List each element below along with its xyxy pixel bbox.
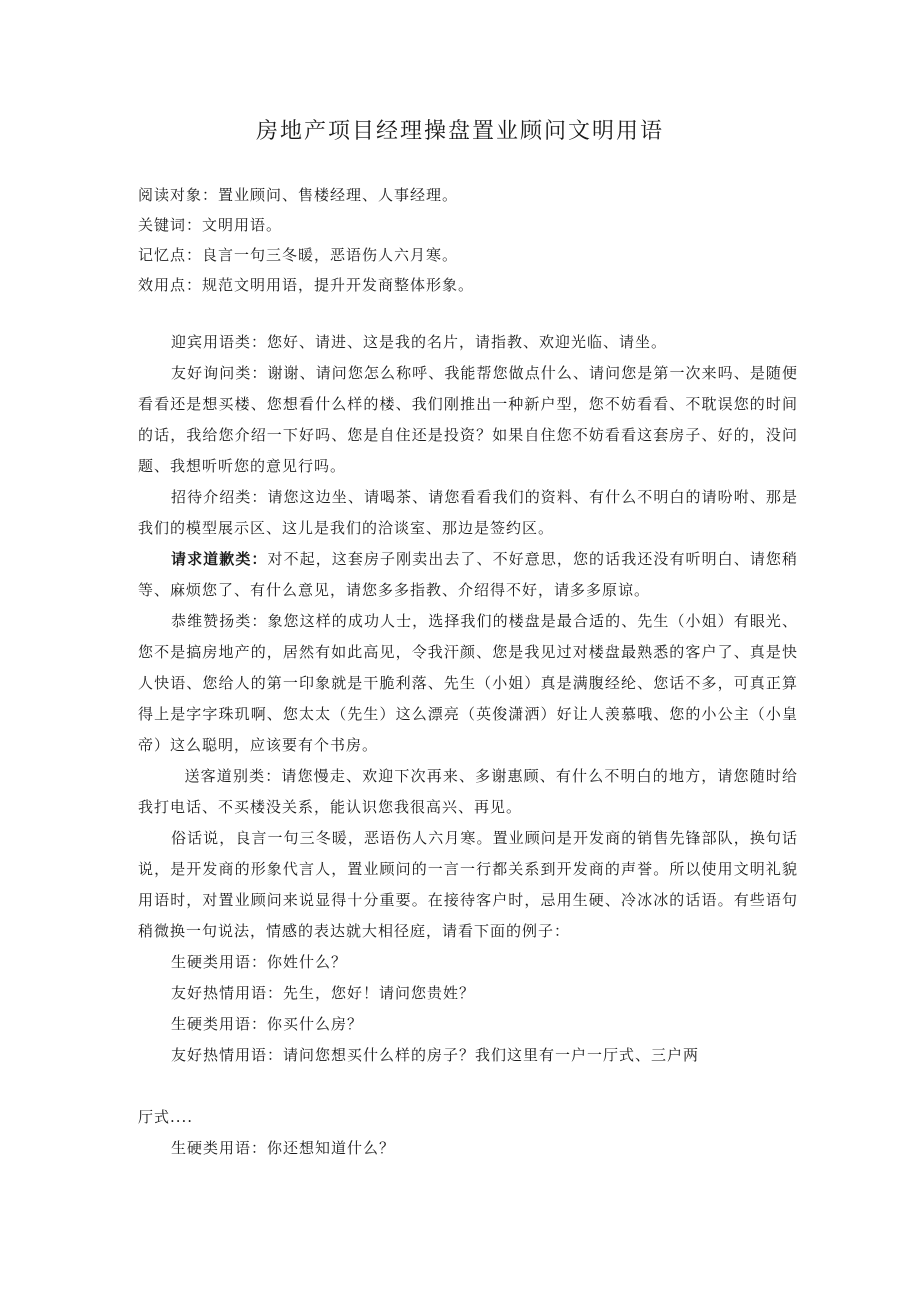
example-line: 友好热情用语：先生，您好！请问您贵姓？ — [171, 984, 476, 1002]
meta-audience: 阅读对象：置业顾问、售楼经理、人事经理。 — [138, 186, 459, 204]
example-line: 生硬类用语：你还想知道什么？ — [171, 1139, 396, 1157]
example-line-continued: 厅式.... — [138, 1108, 194, 1126]
apology-heading: 请求道歉类： — [171, 550, 268, 568]
meta-utility-point: 效用点：规范文明用语，提升开发商整体形象。 — [138, 276, 475, 294]
paragraph-apology — [138, 544, 798, 606]
document-title: 房地产项目经理操盘置业顾问文明用语 — [255, 119, 664, 144]
paragraph-reception: 招待介绍类：请您这边坐、请喝茶、请您看看我们的资料、有什么不明白的请吩咐、那是我们的模型展示区、这儿是我们的洽谈室、那边是签约区。 — [138, 488, 798, 537]
paragraph-farewell: 送客道别类：请您慢走、欢迎下次再来、多谢惠顾、有什么不明白的地方，请您随时给我打电话、不买楼没关系，能认识您我很高兴、再见。 — [138, 767, 798, 816]
document-meta — [138, 180, 474, 300]
document-body — [138, 327, 798, 1164]
example-line: 生硬类用语：你姓什么？ — [171, 953, 348, 971]
example-line: 生硬类用语：你买什么房？ — [171, 1015, 364, 1033]
meta-memory-point: 记忆点：良言一句三冬暖，恶语伤人六月寒。 — [138, 246, 459, 264]
paragraph-inquiry: 友好询问类：谢谢、请问您怎么称呼、我能帮您做点什么、请问您是第一次来吗、是随便看看还是想买楼、您想看什么样的楼、我们刚推出一种新户型，您不妨看看、不耽误您的时间的话，我给您介绍一下好吗、您是自住还是投资？如果自住您不妨看看这套房子、好的，没问题、我想听听您的意见行吗。 — [138, 364, 798, 475]
meta-keywords: 关键词：文明用语。 — [138, 216, 283, 234]
example-line: 友好热情用语：请问您想买什么样的房子？我们这里有一户一厅式、三户两 — [171, 1046, 700, 1064]
paragraph-welcome: 迎宾用语类：您好、请进、这是我的名片，请指教、欢迎光临、请坐。 — [171, 333, 668, 351]
apology-text: 对不起，这套房子刚卖出去了、不好意思，您的话我还没有听明白、请您稍等、麻烦您了、有什么意见，请您多多指教、介绍得不好，请多多原谅。 — [138, 550, 798, 599]
paragraph-compliment: 恭维赞扬类：象您这样的成功人士，选择我们的楼盘是最合适的、先生（小姐）有眼光、您不是搞房地产的，居然有如此高见，令我汗颜、您是我见过对楼盘最熟悉的客户了、真是快人快语、您给人的第一印象就是干脆利落、先生（小姐）真是满腹经纶、您话不多，可真正算得上是字字珠玑啊、您太太（先生）这么漂亮（英俊潇洒）好让人羡慕哦、您的小公主（小皇帝）这么聪明，应该要有个书房。 — [138, 612, 798, 754]
paragraph-proverb: 俗话说，良言一句三冬暖，恶语伤人六月寒。置业顾问是开发商的销售先锋部队，换句话说，是开发商的形象代言人，置业顾问的一言一行都关系到开发商的声誉。所以使用文明礼貌用语时，对置业顾问来说显得十分重要。在接待客户时，忌用生硬、冷冰冰的话语。有些语句稍微换一句说法，情感的表达就大相径庭，请看下面的例子： — [138, 829, 798, 940]
